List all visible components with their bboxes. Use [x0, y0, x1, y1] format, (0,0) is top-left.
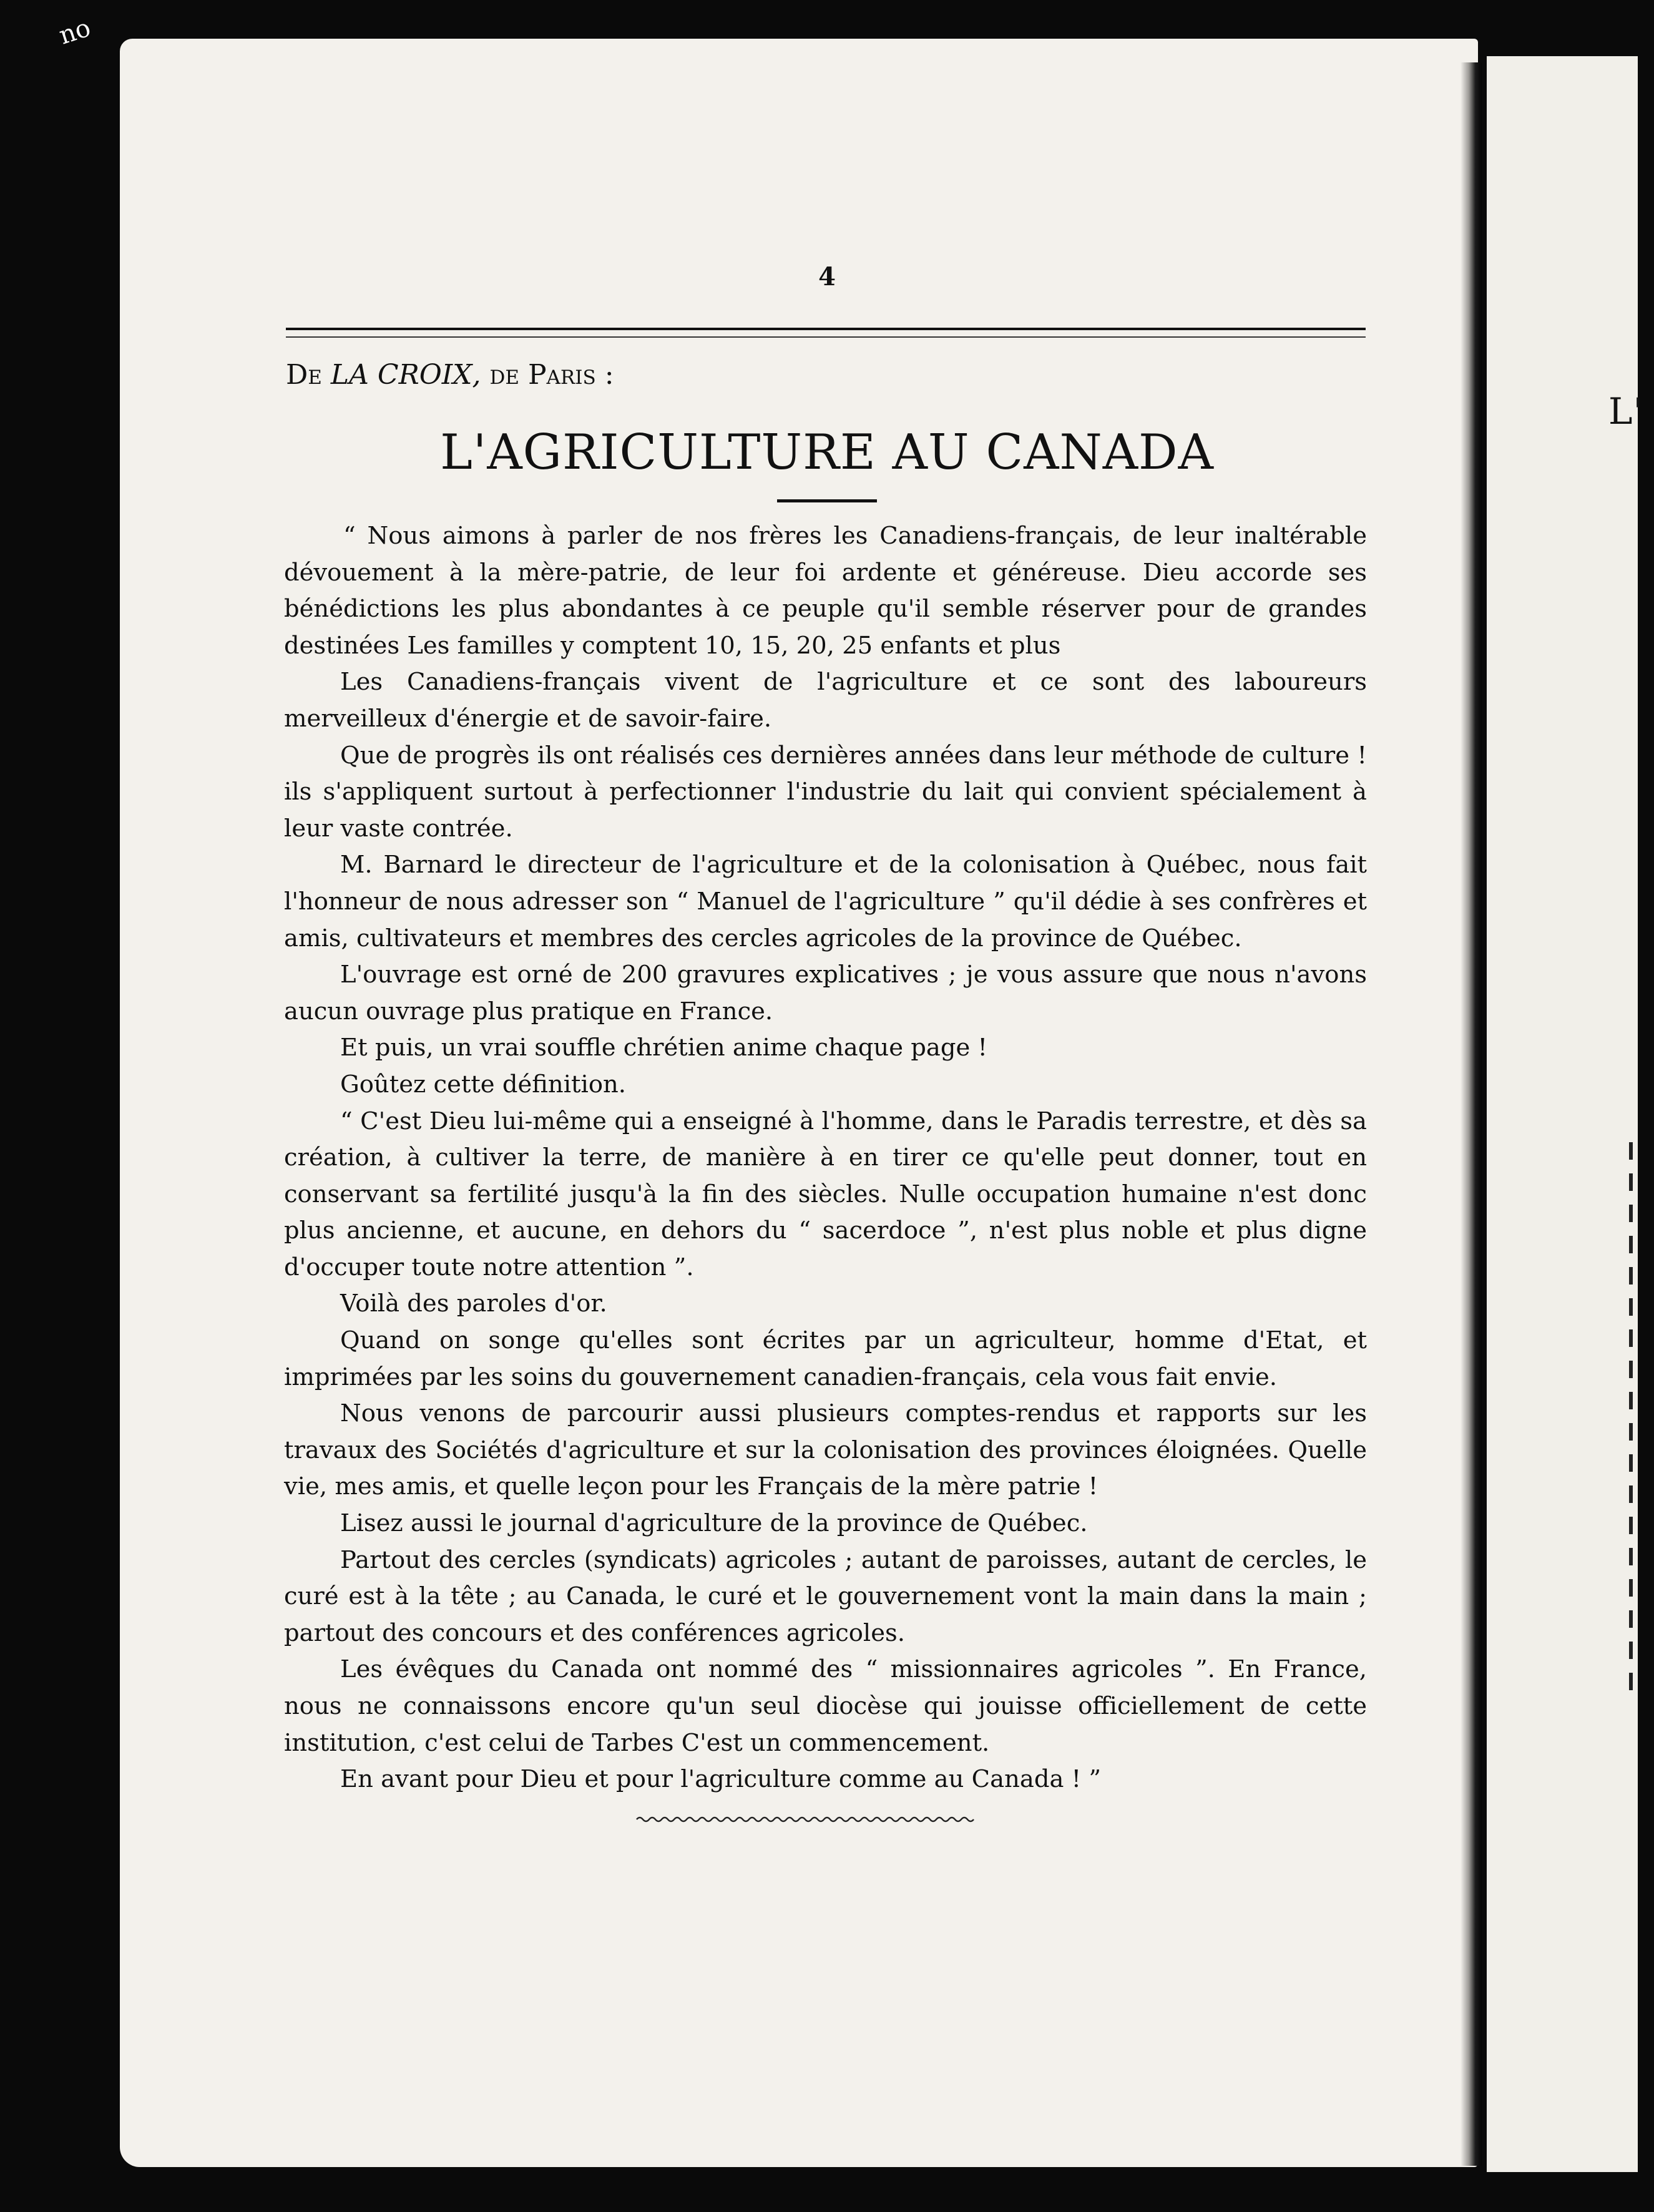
header-double-rule [286, 328, 1366, 338]
paragraph-2: Les Canadiens-français vivent de l'agriculture et ce sont des laboureurs merveilleux d'énergie et de savoir-faire. [284, 668, 1367, 733]
paragraph-15: En avant pour Dieu et pour l'agriculture comme au Canada ! ” [340, 1765, 1102, 1794]
page-number: 4 [818, 262, 836, 291]
paragraph-3: Que de progrès ils ont réalisés ces dernières années dans leur méthode de culture ! ils s'appliquent surtout à perfectionner l'industrie du lait qui convient spécialement à leur vaste contrée. [284, 741, 1367, 843]
paragraph-7: Goûtez cette définition. [340, 1070, 627, 1099]
paragraph-11: Nous venons de parcourir aussi plusieurs comptes-rendus et rapports sur les travaux des Sociétés d'agriculture et sur la colonisation des provinces éloignées. Quelle vie, mes amis, et quelle leçon pour les Français de la mère patrie ! [284, 1399, 1367, 1501]
book-gutter [1461, 62, 1482, 2166]
paragraph-10: Quand on songe qu'elles sont écrites par un agriculteur, homme d'Etat, et imprimées par les soins du gouvernement canadien-français, cela vous fait envie. [284, 1326, 1367, 1391]
paragraph-4: M. Barnard le directeur de l'agriculture et de la colonisation à Québec, nous fait l'honneur de nous adresser son “ Manuel de l'agriculture ” qu'il dédie à ses confrères et amis, cultivateurs et membres des cercles agricoles de la province de Québec. [284, 851, 1367, 952]
paragraph-9: Voilà des paroles d'or. [340, 1290, 607, 1318]
article-body [284, 518, 1367, 1798]
paragraph-13: Partout des cercles (syndicats) agricoles ; autant de paroisses, autant de cercles, le curé est à la tête ; au Canada, le curé et le gouvernement vont la main dans la main ; partout des concours et des conférences agricoles. [284, 1545, 1367, 1647]
closing-wavy-rule [637, 1813, 980, 1826]
source-prefix: De [286, 359, 322, 391]
paragraph-1: “ Nous aimons à parler de nos frères les Canadiens-français, de leur inaltérable dévouement à la mère-patrie, de leur foi ardente et généreuse. Dieu accorde ses bénédictions les plus abondantes à ce peuple qu'il semble réserver pour de grandes destinées Les familles y comptent 10, 15, 20, 25 enfants et plus [284, 522, 1367, 660]
facing-page-text-marks [1629, 1142, 1638, 1704]
source-publication: LA CROIX, [330, 359, 481, 391]
handwritten-margin-note: no [56, 13, 94, 51]
paragraph-12: Lisez aussi le journal d'agriculture de la province de Québec. [340, 1509, 1088, 1538]
paragraph-14: Les évêques du Canada ont nommé des “ missionnaires agricoles ”. En France, nous ne connaissons encore qu'un seul diocèse qui jouisse officiellement de cette institution, c'est celui de Tarbes C'est un commencement. [284, 1655, 1367, 1757]
paragraph-6: Et puis, un vrai souffle chrétien anime chaque page ! [340, 1034, 987, 1062]
source-suffix: de Paris : [489, 359, 614, 391]
paragraph-5: L'ouvrage est orné de 200 gravures explicatives ; je vous assure que nous n'avons aucun ouvrage plus pratique en France. [284, 961, 1367, 1025]
article-title: L'AGRICULTURE AU CANADA [440, 424, 1214, 481]
facing-page-edge [1487, 56, 1644, 2172]
title-underline-rule [777, 499, 877, 502]
paragraph-8: “ C'est Dieu lui-même qui a enseigné à l'homme, dans le Paradis terrestre, et dès sa création, à cultiver la terre, de manière à en tirer ce qu'elle peut donner, tout en conservant sa fertilité jusqu'à la fin des siècles. Nulle occupation humaine n'est donc plus ancienne, et aucune, en dehors du “ sacerdoce ”, n'est plus noble et plus digne d'occuper toute notre attention ”. [284, 1107, 1367, 1281]
source-line [286, 359, 614, 391]
facing-page-fragment: L' [1608, 390, 1644, 433]
